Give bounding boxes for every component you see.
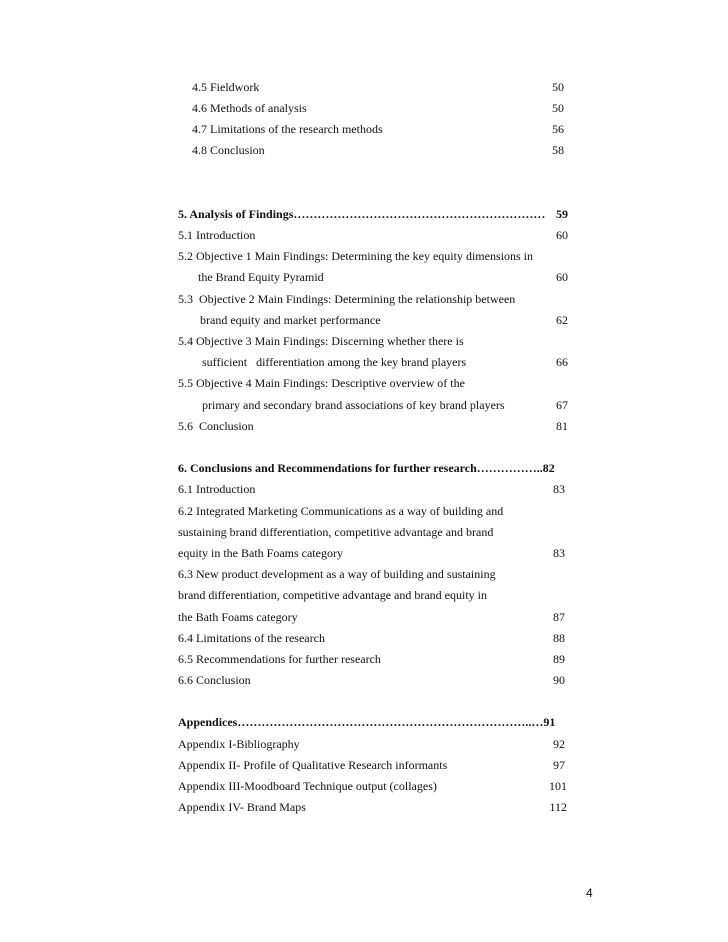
toc-page-4-6: 50 [552,101,564,115]
toc-entry-5-3: 5.3 Objective 2 Main Findings: Determining the relationship between [178,292,516,306]
toc-page-6-5: 89 [553,652,565,666]
toc-heading-5: 5. Analysis of Findings……………………………………………………… [178,207,546,221]
toc-page-5-3: 62 [556,313,568,327]
toc-entry-6-3: 6.3 New product development as a way of building and sustaining [178,567,496,581]
toc-page-5-5: 67 [556,398,568,412]
toc-page-5-6: 81 [556,419,568,433]
toc-entry-5-1: 5.1 Introduction [178,228,256,242]
toc-heading-5-page: 59 [556,207,568,221]
toc-page-4-5: 50 [552,80,564,94]
toc-entry-4-7: 4.7 Limitations of the research methods [192,122,383,136]
toc-entry-6-2-cont1: sustaining brand differentiation, competitive advantage and brand [178,525,494,539]
toc-entry-6-1: 6.1 Introduction [178,482,256,496]
page-number: 4 [586,886,593,900]
toc-entry-5-5-cont: primary and secondary brand associations of key brand players [202,398,505,412]
toc-entry-appendix-1: Appendix I-Bibliography [178,737,300,751]
toc-page-6-4: 88 [553,631,565,645]
toc-entry-6-3-cont2: the Bath Foams category [178,610,298,624]
toc-page-4-8: 58 [552,143,564,157]
toc-page-6-2: 83 [553,546,565,560]
toc-entry-6-3-cont1: brand differentiation, competitive advantage and brand equity in [178,588,488,602]
toc-page-5-2: 60 [556,270,568,284]
toc-page-appendix-2: 97 [553,758,565,772]
toc-entry-4-6: 4.6 Methods of analysis [192,101,307,115]
toc-page-5-4: 66 [556,355,568,369]
toc-page-appendix-3: 101 [549,779,567,793]
toc-heading-appendices: Appendices………………………………………………………………..…91 [178,715,556,729]
toc-heading-6: 6. Conclusions and Recommendations for further research……………..82 [178,461,555,475]
toc-page-appendix-1: 92 [553,737,565,751]
toc-entry-5-5: 5.5 Objective 4 Main Findings: Descriptive overview of the [178,376,465,390]
toc-page-5-1: 60 [556,228,568,242]
toc-page-4-7: 56 [552,122,564,136]
toc-entry-6-6: 6.6 Conclusion [178,673,251,687]
toc-entry-6-2-cont2: equity in the Bath Foams category [178,546,343,560]
toc-page-6-1: 83 [553,482,565,496]
toc-entry-appendix-2: Appendix II- Profile of Qualitative Research informants [178,758,448,772]
toc-entry-5-6: 5.6 Conclusion [178,419,254,433]
toc-entry-appendix-3: Appendix III-Moodboard Technique output (collages) [178,779,437,793]
toc-entry-5-3-cont: brand equity and market performance [200,313,381,327]
toc-entry-4-5: 4.5 Fieldwork [192,80,260,94]
toc-entry-5-2-cont: the Brand Equity Pyramid [198,270,324,284]
toc-entry-6-2: 6.2 Integrated Marketing Communications as a way of building and [178,504,504,518]
toc-entry-5-2: 5.2 Objective 1 Main Findings: Determining the key equity dimensions in [178,249,533,263]
toc-entry-appendix-4: Appendix IV- Brand Maps [178,800,306,814]
toc-entry-5-4: 5.4 Objective 3 Main Findings: Discerning whether there is [178,334,464,348]
toc-entry-5-4-cont: sufficient differentiation among the key brand players [202,355,467,369]
toc-page-6-3: 87 [553,610,565,624]
toc-entry-6-5: 6.5 Recommendations for further research [178,652,381,666]
toc-entry-6-4: 6.4 Limitations of the research [178,631,325,645]
toc-page-appendix-4: 112 [549,800,567,814]
toc-page-6-6: 90 [553,673,565,687]
toc-entry-4-8: 4.8 Conclusion [192,143,265,157]
